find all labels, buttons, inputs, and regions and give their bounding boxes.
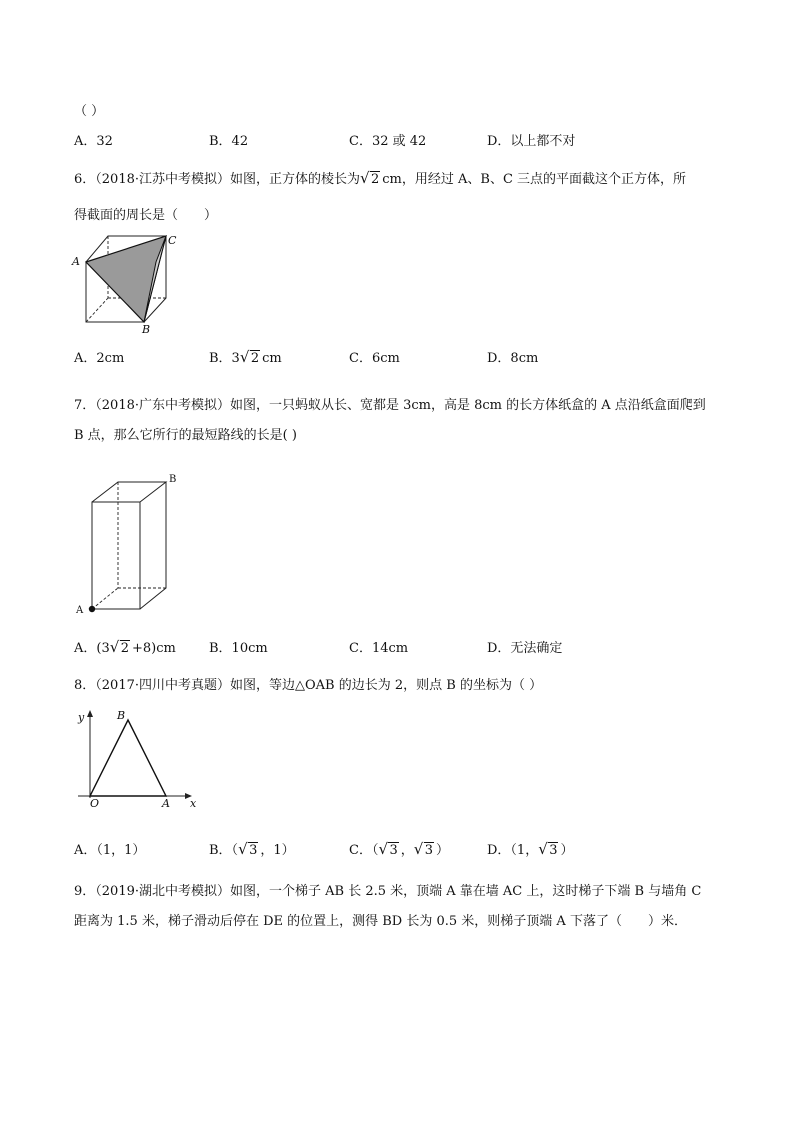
q7-options (74, 640, 734, 658)
sqrt-symbol: √ 2 (241, 350, 260, 368)
q8-option-c[interactable]: C．（√ 3 ，√ 3 ） (349, 842, 449, 860)
q6-options (74, 350, 734, 368)
q6-option-d[interactable]: D．8cm (487, 351, 539, 366)
q8-option-b[interactable]: B．（√ 3 ，1） (209, 842, 295, 860)
q8-label-o: O (90, 797, 100, 810)
q8-label-b: B (117, 709, 126, 722)
q6-label-b: B (142, 323, 151, 334)
q6-option-b[interactable]: B．3√ 2 cm (209, 350, 282, 368)
q8-label-y: y (78, 711, 85, 724)
q7-label-a: A (76, 605, 84, 616)
q9-stem-line2: 距离为 1.5 米，梯子滑动后停在 DE 的位置上，测得 BD 长为 0.5 米，则梯子顶端 A 下落了（ ）米． (74, 914, 687, 929)
q7-stem-line1: 7．（2018·广东中考模拟）如图，一只蚂蚁从长、宽都是 3cm，高是 8cm 的长方体纸盒的 A 点沿纸盒面爬到 (74, 398, 706, 413)
q6-label-c: C (168, 234, 177, 247)
q8-option-d[interactable]: D．（1，√ 3 ） (487, 842, 574, 860)
q7-option-c[interactable]: C．14cm (349, 641, 409, 656)
q7-box-figure (72, 470, 184, 618)
q7-point-a (89, 606, 95, 612)
q5-stem: （ ） (74, 104, 105, 119)
q6-stem-line1 (74, 171, 686, 189)
sqrt-symbol: √ 3 (415, 842, 434, 860)
q9-stem-line1: 9．（2019·湖北中考模拟）如图，一个梯子 AB 长 2.5 米，顶端 A 靠在墙 AC 上，这时梯子下端 B 与墙角 C (74, 884, 702, 899)
q6-stem-text-2: cm，用经过 A、B、C 三点的平面截这个正方体，所 (382, 172, 687, 187)
q7-option-a[interactable]: A．(3√ 2 +8)cm (74, 640, 176, 658)
q7-option-d[interactable]: D．无法确定 (487, 641, 563, 656)
q5-option-d[interactable]: D．以上都不对 (487, 134, 576, 149)
q6-option-c[interactable]: C．6cm (349, 351, 400, 366)
q5-options (74, 133, 734, 151)
q8-options (74, 842, 734, 860)
q6-cube-figure (66, 232, 186, 334)
sqrt-symbol: √ 2 (111, 640, 130, 658)
sqrt-symbol: √ 3 (539, 842, 558, 860)
q8-label-x: x (190, 797, 197, 810)
q6-stem-text: 6．（2018·江苏中考模拟）如图，正方体的棱长为 (74, 172, 360, 187)
sqrt-symbol: √ 3 (239, 842, 258, 860)
sqrt-symbol: √ 2 (361, 171, 380, 189)
q8-coordinate-figure (70, 706, 210, 810)
q5-option-c[interactable]: C．32 或 42 (349, 134, 427, 149)
sqrt-symbol: √ 3 (379, 842, 398, 860)
q7-option-b[interactable]: B．10cm (209, 641, 268, 656)
q6-option-a[interactable]: A．2cm (74, 351, 125, 366)
q8-option-a[interactable]: A．（1，1） (74, 843, 146, 858)
q6-stem-line2: 得截面的周长是（ ） (74, 208, 218, 223)
q8-label-a: A (162, 797, 170, 810)
q5-option-a[interactable]: A．32 (74, 134, 113, 149)
q7-stem-line2: B 点，那么它所行的最短路线的长是( ) (74, 428, 297, 443)
q8-triangle-oab (90, 720, 166, 796)
q5-option-b[interactable]: B．42 (209, 134, 249, 149)
q6-label-a: A (72, 255, 80, 268)
q7-label-b: B (169, 474, 177, 485)
q8-stem: 8．（2017·四川中考真题）如图，等边△OAB 的边长为 2，则点 B 的坐标为（ ） (74, 678, 543, 693)
